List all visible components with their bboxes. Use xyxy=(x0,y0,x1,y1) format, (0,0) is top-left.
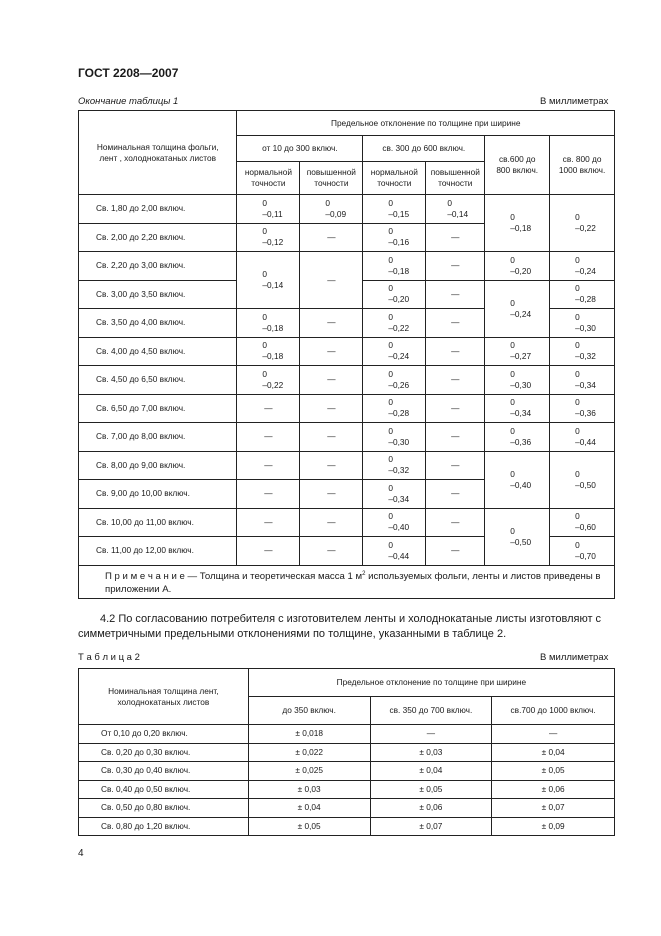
cell-value: 0 xyxy=(388,311,393,322)
table1-header-w1: от 10 до 300 включ. xyxy=(237,136,363,162)
row-name: Св. 8,00 до 9,00 включ. xyxy=(79,451,237,480)
table2-caption: Т а б л и ц а 2 xyxy=(78,652,140,663)
cell-value: — xyxy=(300,309,363,338)
cell-value: — xyxy=(237,451,300,480)
cell-value: –0,24 xyxy=(510,308,532,319)
table1-header-w4: св. 800 до 1000 включ. xyxy=(550,136,615,195)
cell-value: 0 xyxy=(510,212,515,222)
row-name: Св. 7,00 до 8,00 включ. xyxy=(79,423,237,452)
cell-value: –0,20 xyxy=(510,265,532,276)
cell-value: 0 xyxy=(388,283,393,294)
cell-value: 0 xyxy=(262,226,268,237)
cell-value: 0 xyxy=(388,454,393,465)
cell-value: 0 xyxy=(447,197,452,208)
table-row xyxy=(79,508,615,537)
cell-value: — xyxy=(300,508,363,537)
cell-value: — xyxy=(426,451,485,480)
cell-value: 0 xyxy=(388,340,393,351)
cell-value: –0,30 xyxy=(510,379,532,390)
cell-value: 0 xyxy=(575,539,580,550)
table2 xyxy=(78,668,615,836)
cell-value: ± 0,022 xyxy=(248,743,370,762)
cell-value: –0,70 xyxy=(575,550,596,561)
table1-header-w2: св. 300 до 600 включ. xyxy=(363,136,485,162)
cell-value: — xyxy=(300,252,363,309)
row-name: Св. 4,50 до 6,50 включ. xyxy=(79,366,237,395)
cell-value: 0 xyxy=(510,397,515,408)
cell-value: –0,15 xyxy=(388,208,410,219)
cell-value: — xyxy=(237,537,300,566)
table-row xyxy=(79,780,615,799)
row-name: Св. 10,00 до 11,00 включ. xyxy=(79,508,237,537)
cell-value: –0,18 xyxy=(262,322,284,333)
cell-value: 0 xyxy=(388,511,393,522)
table2-header-group: Предельное отклонение по толщине при ширине xyxy=(248,669,614,697)
cell-value: –0,16 xyxy=(388,237,410,248)
cell-value: –0,24 xyxy=(388,351,410,362)
cell-value: 0 xyxy=(325,197,331,208)
cell-value: –0,18 xyxy=(262,351,284,362)
cell-value: — xyxy=(300,337,363,366)
cell-value: –0,30 xyxy=(388,436,410,447)
table1-header-name: Номинальная толщина фольги, лент , холоднокатаных листов xyxy=(79,111,237,195)
cell-value: –0,22 xyxy=(262,379,284,390)
cell-value: — xyxy=(426,337,485,366)
cell-value: — xyxy=(237,423,300,452)
cell-value: –0,09 xyxy=(325,208,347,219)
cell-value: — xyxy=(426,394,485,423)
note-text: — Толщина и теоретическая масса 1 м xyxy=(184,570,363,582)
cell-value: 0 xyxy=(510,368,515,379)
cell-value: 0 xyxy=(575,311,580,322)
table1-header-high-2: повышенной точности xyxy=(426,162,485,195)
row-name: Св. 0,20 до 0,30 включ. xyxy=(79,743,249,762)
note-text-end: используемых фольги, ленты и листов приведены в приложении А. xyxy=(105,570,601,595)
table1-caption: Окончание таблицы 1 xyxy=(78,96,179,107)
table-row xyxy=(79,394,615,423)
cell-value: –0,22 xyxy=(575,223,596,233)
row-name: Св. 3,00 до 3,50 включ. xyxy=(79,280,237,309)
cell-value: — xyxy=(300,366,363,395)
cell-value: 0 xyxy=(510,297,515,308)
cell-value: ± 0,09 xyxy=(492,817,615,836)
cell-value: –0,24 xyxy=(575,265,596,276)
table1-header-group: Предельное отклонение по толщине при ширине xyxy=(237,111,615,136)
cell-value: ± 0,04 xyxy=(248,799,370,818)
table-row xyxy=(79,337,615,366)
table1-units: В миллиметрах xyxy=(540,96,609,107)
cell-value: 0 xyxy=(575,468,580,479)
cell-value: — xyxy=(300,394,363,423)
cell-value: 0 xyxy=(575,340,580,351)
cell-value: 0 xyxy=(388,539,393,550)
table2-header-w1: до 350 включ. xyxy=(248,697,370,725)
cell-value: –0,20 xyxy=(388,294,410,305)
table-row xyxy=(79,252,615,281)
cell-value: 0 xyxy=(510,468,515,479)
cell-value: –0,40 xyxy=(510,479,532,490)
table2-header-name: Номинальная толщина лент, холоднокатаных листов xyxy=(79,669,249,725)
row-name: Св. 3,50 до 4,00 включ. xyxy=(79,309,237,338)
table-row xyxy=(79,366,615,395)
cell-value: –0,28 xyxy=(388,408,410,419)
cell-value: — xyxy=(237,394,300,423)
cell-value: ± 0,03 xyxy=(370,743,492,762)
table-row xyxy=(79,799,615,818)
cell-value: 0 xyxy=(388,397,393,408)
note-label: П р и м е ч а н и е xyxy=(105,570,185,582)
cell-value: — xyxy=(237,508,300,537)
cell-value: 0 xyxy=(575,397,580,408)
row-name: Св. 2,20 до 3,00 включ. xyxy=(79,252,237,281)
cell-value: ± 0,07 xyxy=(370,817,492,836)
cell-value: — xyxy=(300,423,363,452)
cell-value: ± 0,04 xyxy=(370,762,492,781)
cell-value: 0 xyxy=(262,340,268,351)
row-name: Св. 4,00 до 4,50 включ. xyxy=(79,337,237,366)
cell-value: — xyxy=(426,309,485,338)
cell-value: 0 xyxy=(388,254,393,265)
table2-header-w3: св.700 до 1000 включ. xyxy=(492,697,615,725)
row-name: Св. 6,50 до 7,00 включ. xyxy=(79,394,237,423)
table1-header-normal: нормальной точности xyxy=(237,162,300,195)
cell-value: –0,30 xyxy=(575,322,596,333)
document-header: ГОСТ 2208—2007 xyxy=(78,66,179,80)
table1 xyxy=(78,110,615,599)
cell-value: ± 0,03 xyxy=(248,780,370,799)
row-name: Св. 11,00 до 12,00 включ. xyxy=(79,537,237,566)
paragraph-4-2: 4.2 По согласованию потребителя с изготовителем ленты и холоднокатаные листы изготовляют с симметричными предельными отклонениями по толщине, указанными в таблице 2. xyxy=(78,613,602,640)
row-name: Св. 0,30 до 0,40 включ. xyxy=(79,762,249,781)
cell-value: –0,50 xyxy=(510,536,532,547)
cell-value: 0 xyxy=(575,425,580,436)
cell-value: 0 xyxy=(388,197,393,208)
cell-value: 0 xyxy=(510,525,515,536)
cell-value: 0 xyxy=(510,340,515,351)
cell-value: –0,12 xyxy=(262,237,284,248)
cell-value: 0 xyxy=(388,226,393,237)
cell-value: –0,34 xyxy=(575,379,596,390)
cell-value: –0,14 xyxy=(262,280,284,290)
cell-value: — xyxy=(426,366,485,395)
cell-value: 0 xyxy=(388,368,393,379)
cell-value: –0,14 xyxy=(447,208,469,219)
table1-header-w3: св.600 до 800 включ. xyxy=(485,136,550,195)
cell-value: 0 xyxy=(575,511,580,522)
cell-value: –0,50 xyxy=(575,479,596,490)
row-name: Св. 0,40 до 0,50 включ. xyxy=(79,780,249,799)
page-number: 4 xyxy=(78,848,84,859)
cell-value: ± 0,05 xyxy=(492,762,615,781)
cell-value: –0,44 xyxy=(575,436,596,447)
cell-value: — xyxy=(300,451,363,480)
cell-value: 0 xyxy=(575,212,580,222)
table-row xyxy=(79,725,615,744)
cell-value: –0,26 xyxy=(388,379,410,390)
cell-value: –0,36 xyxy=(575,408,596,419)
cell-value: –0,40 xyxy=(388,522,410,533)
cell-value: — xyxy=(300,537,363,566)
cell-value: — xyxy=(426,480,485,509)
row-name: Св. 0,80 до 1,20 включ. xyxy=(79,817,249,836)
cell-value: ± 0,04 xyxy=(492,743,615,762)
cell-value: –0,28 xyxy=(575,294,596,305)
table-row xyxy=(79,762,615,781)
cell-value: –0,32 xyxy=(388,465,410,476)
table-row xyxy=(79,195,615,224)
table1-note xyxy=(79,565,615,598)
row-name: От 0,10 до 0,20 включ. xyxy=(79,725,249,744)
cell-value: 0 xyxy=(510,254,515,265)
table1-header-high: повышенной точности xyxy=(300,162,363,195)
cell-value: ± 0,05 xyxy=(370,780,492,799)
row-name: Св. 1,80 до 2,00 включ. xyxy=(79,195,237,224)
cell-value: ± 0,07 xyxy=(492,799,615,818)
cell-value: –0,34 xyxy=(388,493,410,504)
cell-value: ± 0,05 xyxy=(248,817,370,836)
row-name: Св. 0,50 до 0,80 включ. xyxy=(79,799,249,818)
cell-value: ± 0,018 xyxy=(248,725,370,744)
cell-value: 0 xyxy=(262,269,268,279)
cell-value: 0 xyxy=(262,311,268,322)
cell-value: — xyxy=(426,280,485,309)
row-name: Св. 9,00 до 10,00 включ. xyxy=(79,480,237,509)
cell-value: — xyxy=(370,725,492,744)
cell-value: –0,32 xyxy=(575,351,596,362)
cell-value: — xyxy=(492,725,615,744)
cell-value: ± 0,06 xyxy=(370,799,492,818)
table-row xyxy=(79,817,615,836)
cell-value: 0 xyxy=(262,197,268,208)
cell-value: –0,34 xyxy=(510,408,532,419)
table-row xyxy=(79,743,615,762)
cell-value: 0 xyxy=(262,368,268,379)
cell-value: –0,27 xyxy=(510,351,532,362)
cell-value: — xyxy=(237,480,300,509)
table-row xyxy=(79,423,615,452)
cell-value: ± 0,06 xyxy=(492,780,615,799)
table-row xyxy=(79,451,615,480)
table2-units: В миллиметрах xyxy=(540,652,609,663)
cell-value: –0,60 xyxy=(575,522,596,533)
cell-value: –0,22 xyxy=(388,322,410,333)
cell-value: 0 xyxy=(510,425,515,436)
cell-value: — xyxy=(300,223,363,252)
cell-value: — xyxy=(426,423,485,452)
cell-value: ± 0,025 xyxy=(248,762,370,781)
note-sup: 2 xyxy=(362,570,366,577)
table1-header-normal-2: нормальной точности xyxy=(363,162,426,195)
cell-value: — xyxy=(426,252,485,281)
cell-value: 0 xyxy=(575,368,580,379)
cell-value: — xyxy=(426,537,485,566)
cell-value: 0 xyxy=(388,425,393,436)
cell-value: –0,18 xyxy=(388,265,410,276)
table2-header-w2: св. 350 до 700 включ. xyxy=(370,697,492,725)
cell-value: –0,11 xyxy=(262,208,283,219)
cell-value: — xyxy=(300,480,363,509)
cell-value: –0,36 xyxy=(510,436,532,447)
cell-value: — xyxy=(426,223,485,252)
cell-value: 0 xyxy=(575,283,580,294)
cell-value: –0,18 xyxy=(510,223,532,233)
cell-value: –0,44 xyxy=(388,550,410,561)
cell-value: — xyxy=(426,508,485,537)
cell-value: 0 xyxy=(388,482,393,493)
row-name: Св. 2,00 до 2,20 включ. xyxy=(79,223,237,252)
cell-value: 0 xyxy=(575,254,580,265)
